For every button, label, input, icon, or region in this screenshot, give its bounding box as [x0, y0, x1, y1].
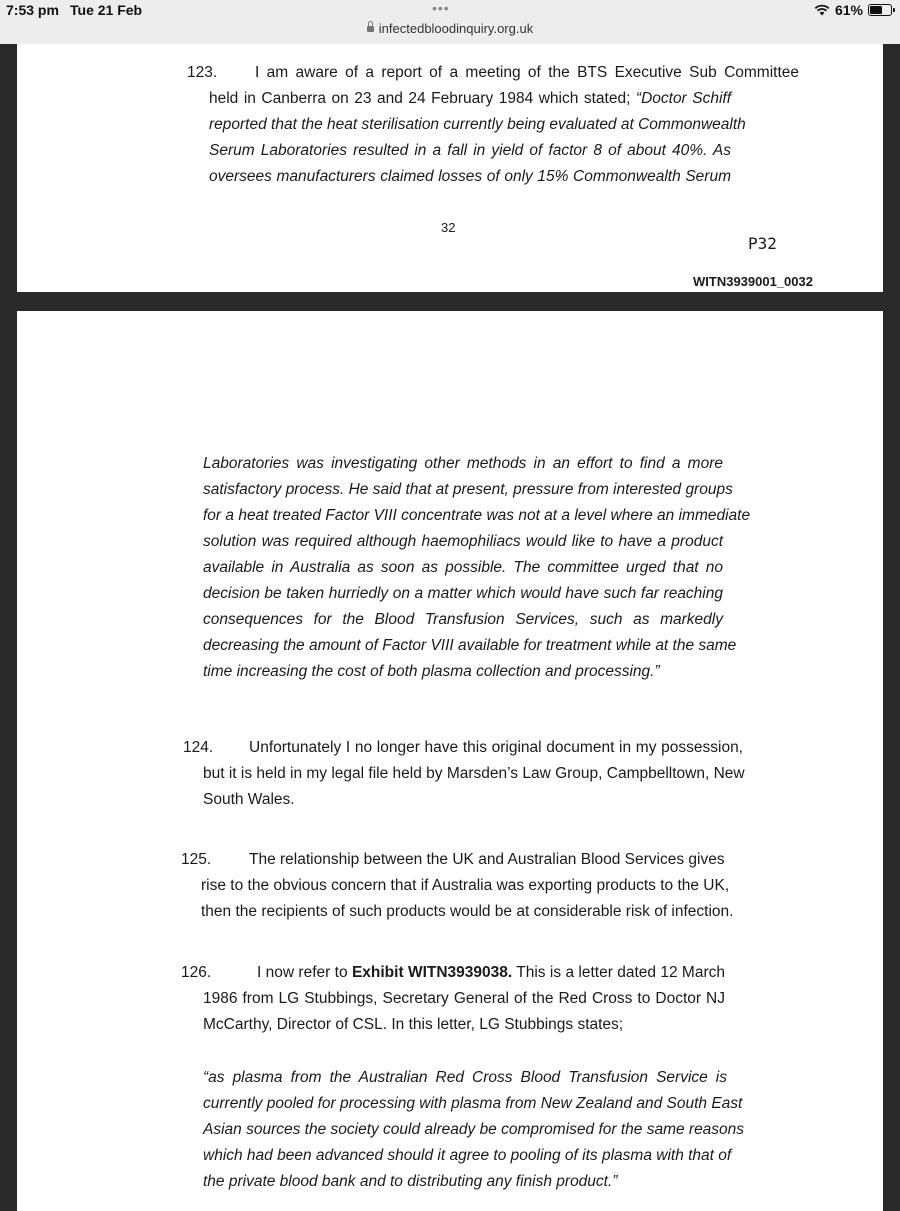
text-line: Serum Laboratories resulted in a fall in yield of factor 8 of about 40%. As: [209, 142, 731, 159]
text-line: reported that the heat sterilisation currently being evaluated at Commonwealth: [209, 116, 746, 133]
document-reference: WITN3939001_0032: [693, 274, 813, 289]
exhibit-reference: Exhibit WITN3939038.: [351, 964, 513, 981]
text-line: for a heat treated Factor VIII concentrate was not at a level where an immediate: [203, 507, 751, 524]
battery-percent: 61%: [834, 2, 863, 18]
page-number: 32: [441, 220, 456, 235]
text-line: oversees manufacturers claimed losses of only 15% Commonwealth Serum: [209, 168, 731, 185]
status-date: Tue 21 Feb: [70, 2, 143, 18]
text-line: the private blood bank and to distributing any finish product.”: [203, 1173, 618, 1190]
status-right: [814, 2, 892, 18]
text-line: held in Canberra on 23 and 24 February 1984 which stated; “Doctor Schiff: [209, 90, 732, 107]
paragraph-123: [187, 60, 799, 86]
document-page-33: [17, 311, 883, 1211]
page-code: P32: [748, 234, 777, 253]
text-line: McCarthy, Director of CSL. In this letter, LG Stubbings states;: [203, 1016, 624, 1033]
text-line: South Wales.: [203, 791, 295, 808]
battery-icon: [868, 4, 892, 16]
text-line: rise to the obvious concern that if Australia was exporting products to the UK,: [201, 877, 730, 894]
paragraph-125: [181, 847, 734, 925]
paragraph-number: 123.: [187, 64, 218, 81]
text-line: “as plasma from the Australian Red Cross Blood Transfusion Service is: [203, 1069, 727, 1086]
status-bar: [0, 0, 900, 44]
address-bar[interactable]: [0, 21, 900, 36]
quote-continuation: [203, 451, 751, 685]
paragraph-number: 126.: [181, 964, 212, 981]
quote-stubbings: [203, 1065, 745, 1195]
text-line: but it is held in my legal file held by Marsden’s Law Group, Campbelltown, New: [203, 765, 745, 782]
text-line: The relationship between the UK and Australian Blood Services gives: [249, 851, 725, 868]
text-line: then the recipients of such products would be at considerable risk of infection.: [201, 903, 734, 920]
lock-icon: [367, 26, 374, 32]
text-line: consequences for the Blood Transfusion Services, such as markedly: [203, 611, 723, 628]
text-line: I am aware of a report of a meeting of the BTS Executive Sub Committee: [255, 64, 799, 81]
document-page-32: [17, 44, 883, 292]
text-line: decision be taken hurriedly on a matter which would have such far reaching: [203, 585, 723, 602]
text-line: Unfortunately I no longer have this original document in my possession,: [249, 739, 743, 756]
text-line: decreasing the amount of Factor VIII available for treatment while at the same: [203, 637, 737, 654]
paragraph-124: [183, 735, 743, 813]
text-line: time increasing the cost of both plasma collection and processing.”: [203, 663, 660, 680]
paragraph-123-body: [209, 86, 746, 190]
text-line: Laboratories was investigating other methods in an effort to find a more: [203, 455, 723, 472]
wifi-icon: [814, 4, 830, 16]
paragraph-number: 124.: [183, 739, 214, 756]
text-line: solution was required although haemophiliacs would like to have a product: [203, 533, 723, 550]
text-line: Asian sources the society could already be compromised for the same reasons: [203, 1121, 745, 1138]
paragraph-number: 125.: [181, 851, 212, 868]
text-line: which had been advanced should it agree to pooling of its plasma with that of: [203, 1147, 732, 1164]
text-line: I now refer to Exhibit WITN3939038. This is a letter dated 12 March: [257, 964, 725, 981]
text-line: available in Australia as soon as possible. The committee urged that no: [203, 559, 723, 576]
text-line: currently pooled for processing with plasma from New Zealand and South East: [203, 1095, 743, 1112]
text-line: satisfactory process. He said that at present, pressure from interested groups: [203, 481, 733, 498]
multitasking-dots-icon[interactable]: •••: [432, 0, 450, 16]
url-text: infectedbloodinquiry.org.uk: [378, 21, 534, 36]
paragraph-126: [181, 960, 725, 1038]
status-time: 7:53 pm: [6, 2, 59, 18]
text-line: 1986 from LG Stubbings, Secretary General of the Red Cross to Doctor NJ: [203, 990, 725, 1007]
